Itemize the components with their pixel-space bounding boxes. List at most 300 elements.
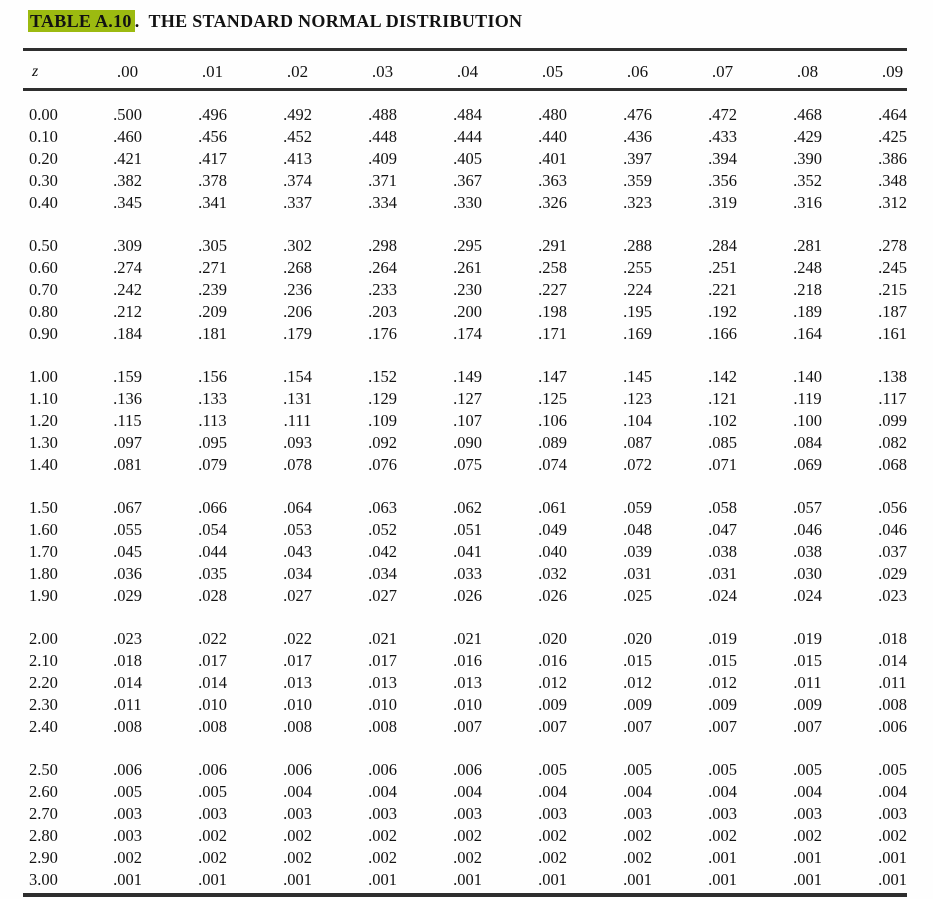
probability-cell: .464 xyxy=(878,105,907,124)
probability-cell: .093 xyxy=(283,433,312,452)
probability-cell: .003 xyxy=(113,826,142,845)
z-value-cell: 0.40 xyxy=(29,193,58,212)
table-row xyxy=(0,279,933,301)
probability-cell: .003 xyxy=(453,804,482,823)
probability-cell: .046 xyxy=(878,520,907,539)
probability-cell: .496 xyxy=(198,105,227,124)
probability-cell: .034 xyxy=(368,564,397,583)
probability-cell: .010 xyxy=(283,695,312,714)
table-body xyxy=(0,104,933,891)
probability-cell: .460 xyxy=(113,127,142,146)
probability-cell: .248 xyxy=(793,258,822,277)
probability-cell: .119 xyxy=(793,389,822,408)
column-header: .03 xyxy=(371,62,394,81)
probability-cell: .008 xyxy=(113,717,142,736)
probability-cell: .075 xyxy=(453,455,482,474)
probability-cell: .087 xyxy=(623,433,652,452)
probability-cell: .206 xyxy=(283,302,312,321)
column-header: .06 xyxy=(626,62,649,81)
probability-cell: .001 xyxy=(198,870,227,889)
probability-cell: .020 xyxy=(623,629,652,648)
table-row xyxy=(0,126,933,148)
probability-cell: .048 xyxy=(623,520,652,539)
probability-cell: .027 xyxy=(368,586,397,605)
probability-cell: .230 xyxy=(453,280,482,299)
table-title xyxy=(0,0,933,33)
probability-cell: .488 xyxy=(368,105,397,124)
table-row xyxy=(0,301,933,323)
probability-cell: .295 xyxy=(453,236,482,255)
probability-cell: .161 xyxy=(878,324,907,343)
probability-cell: .002 xyxy=(368,848,397,867)
probability-cell: .337 xyxy=(283,193,312,212)
row-block xyxy=(0,497,933,607)
probability-cell: .012 xyxy=(538,673,567,692)
probability-cell: .031 xyxy=(623,564,652,583)
probability-cell: .401 xyxy=(538,149,567,168)
probability-cell: .008 xyxy=(368,717,397,736)
probability-cell: .164 xyxy=(793,324,822,343)
probability-cell: .089 xyxy=(538,433,567,452)
probability-cell: .072 xyxy=(623,455,652,474)
probability-cell: .006 xyxy=(878,717,907,736)
probability-cell: .359 xyxy=(623,171,652,190)
probability-cell: .011 xyxy=(878,673,907,692)
probability-cell: .004 xyxy=(793,782,822,801)
probability-cell: .251 xyxy=(708,258,737,277)
probability-cell: .002 xyxy=(283,848,312,867)
probability-cell: .142 xyxy=(708,367,737,386)
probability-cell: .046 xyxy=(793,520,822,539)
probability-cell: .278 xyxy=(878,236,907,255)
probability-cell: .002 xyxy=(793,826,822,845)
probability-cell: .218 xyxy=(793,280,822,299)
z-value-cell: 0.30 xyxy=(29,171,58,190)
probability-cell: .215 xyxy=(878,280,907,299)
probability-cell: .016 xyxy=(453,651,482,670)
probability-cell: .009 xyxy=(708,695,737,714)
probability-cell: .291 xyxy=(538,236,567,255)
z-value-cell: 1.40 xyxy=(29,455,58,474)
probability-cell: .063 xyxy=(368,498,397,517)
probability-cell: .382 xyxy=(113,171,142,190)
probability-cell: .002 xyxy=(453,848,482,867)
probability-cell: .011 xyxy=(113,695,142,714)
probability-cell: .127 xyxy=(453,389,482,408)
probability-cell: .023 xyxy=(878,586,907,605)
probability-cell: .312 xyxy=(878,193,907,212)
probability-cell: .055 xyxy=(113,520,142,539)
probability-cell: .039 xyxy=(623,542,652,561)
probability-cell: .002 xyxy=(623,848,652,867)
probability-cell: .014 xyxy=(113,673,142,692)
probability-cell: .028 xyxy=(198,586,227,605)
z-value-cell: 2.70 xyxy=(29,804,58,823)
probability-cell: .129 xyxy=(368,389,397,408)
probability-cell: .480 xyxy=(538,105,567,124)
probability-cell: .035 xyxy=(198,564,227,583)
probability-cell: .413 xyxy=(283,149,312,168)
probability-cell: .006 xyxy=(198,760,227,779)
probability-cell: .227 xyxy=(538,280,567,299)
probability-cell: .004 xyxy=(623,782,652,801)
z-value-cell: 2.90 xyxy=(29,848,58,867)
probability-cell: .005 xyxy=(113,782,142,801)
probability-cell: .159 xyxy=(113,367,142,386)
probability-cell: .288 xyxy=(623,236,652,255)
probability-cell: .181 xyxy=(198,324,227,343)
probability-cell: .140 xyxy=(793,367,822,386)
probability-cell: .006 xyxy=(368,760,397,779)
probability-cell: .022 xyxy=(283,629,312,648)
probability-cell: .010 xyxy=(453,695,482,714)
table-row xyxy=(0,454,933,476)
probability-cell: .200 xyxy=(453,302,482,321)
probability-cell: .005 xyxy=(538,760,567,779)
probability-cell: .001 xyxy=(283,870,312,889)
column-header: .05 xyxy=(541,62,564,81)
probability-cell: .003 xyxy=(283,804,312,823)
probability-cell: .012 xyxy=(708,673,737,692)
probability-cell: .154 xyxy=(283,367,312,386)
probability-cell: .004 xyxy=(283,782,312,801)
probability-cell: .008 xyxy=(878,695,907,714)
probability-cell: .099 xyxy=(878,411,907,430)
table-label-highlight: TABLE A.10 xyxy=(28,10,135,32)
probability-cell: .444 xyxy=(453,127,482,146)
table-row xyxy=(0,410,933,432)
table-heading: THE STANDARD NORMAL DISTRIBUTION xyxy=(148,11,523,31)
probability-cell: .043 xyxy=(283,542,312,561)
table-row xyxy=(0,388,933,410)
probability-cell: .020 xyxy=(538,629,567,648)
probability-cell: .007 xyxy=(538,717,567,736)
probability-cell: .030 xyxy=(793,564,822,583)
probability-cell: .001 xyxy=(538,870,567,889)
z-value-cell: 2.30 xyxy=(29,695,58,714)
z-value-cell: 3.00 xyxy=(29,870,58,889)
probability-cell: .056 xyxy=(878,498,907,517)
probability-cell: .079 xyxy=(198,455,227,474)
probability-cell: .007 xyxy=(623,717,652,736)
probability-cell: .023 xyxy=(113,629,142,648)
probability-cell: .233 xyxy=(368,280,397,299)
top-rule xyxy=(23,48,907,51)
probability-cell: .002 xyxy=(878,826,907,845)
probability-cell: .024 xyxy=(793,586,822,605)
probability-cell: .386 xyxy=(878,149,907,168)
probability-cell: .371 xyxy=(368,171,397,190)
column-header: .01 xyxy=(201,62,224,81)
probability-cell: .107 xyxy=(453,411,482,430)
probability-cell: .136 xyxy=(113,389,142,408)
probability-cell: .006 xyxy=(283,760,312,779)
probability-cell: .274 xyxy=(113,258,142,277)
probability-cell: .363 xyxy=(538,171,567,190)
row-block xyxy=(0,104,933,214)
probability-cell: .082 xyxy=(878,433,907,452)
z-value-cell: 1.00 xyxy=(29,367,58,386)
probability-cell: .018 xyxy=(113,651,142,670)
probability-cell: .037 xyxy=(878,542,907,561)
z-value-cell: 0.50 xyxy=(29,236,58,255)
probability-cell: .356 xyxy=(708,171,737,190)
probability-cell: .045 xyxy=(113,542,142,561)
probability-cell: .032 xyxy=(538,564,567,583)
probability-cell: .002 xyxy=(538,848,567,867)
z-value-cell: 1.70 xyxy=(29,542,58,561)
probability-cell: .058 xyxy=(708,498,737,517)
probability-cell: .109 xyxy=(368,411,397,430)
table-row xyxy=(0,104,933,126)
probability-cell: .212 xyxy=(113,302,142,321)
probability-cell: .319 xyxy=(708,193,737,212)
probability-cell: .334 xyxy=(368,193,397,212)
probability-cell: .203 xyxy=(368,302,397,321)
probability-cell: .014 xyxy=(878,651,907,670)
probability-cell: .007 xyxy=(793,717,822,736)
probability-cell: .049 xyxy=(538,520,567,539)
probability-cell: .323 xyxy=(623,193,652,212)
table-row xyxy=(0,148,933,170)
probability-cell: .125 xyxy=(538,389,567,408)
z-value-cell: 2.60 xyxy=(29,782,58,801)
z-value-cell: 2.50 xyxy=(29,760,58,779)
probability-cell: .433 xyxy=(708,127,737,146)
row-block xyxy=(0,628,933,738)
probability-cell: .456 xyxy=(198,127,227,146)
probability-cell: .264 xyxy=(368,258,397,277)
probability-cell: .476 xyxy=(623,105,652,124)
z-value-cell: 1.20 xyxy=(29,411,58,430)
table-row xyxy=(0,497,933,519)
probability-cell: .076 xyxy=(368,455,397,474)
probability-cell: .111 xyxy=(283,411,312,430)
probability-cell: .007 xyxy=(708,717,737,736)
row-block xyxy=(0,235,933,345)
probability-cell: .236 xyxy=(283,280,312,299)
probability-cell: .015 xyxy=(708,651,737,670)
probability-cell: .003 xyxy=(793,804,822,823)
probability-cell: .156 xyxy=(198,367,227,386)
probability-cell: .018 xyxy=(878,629,907,648)
probability-cell: .014 xyxy=(198,673,227,692)
probability-cell: .097 xyxy=(113,433,142,452)
table-row xyxy=(0,366,933,388)
probability-cell: .038 xyxy=(708,542,737,561)
table-row xyxy=(0,541,933,563)
probability-cell: .138 xyxy=(878,367,907,386)
table-row xyxy=(0,869,933,891)
probability-cell: .017 xyxy=(368,651,397,670)
probability-cell: .061 xyxy=(538,498,567,517)
table-row xyxy=(0,825,933,847)
probability-cell: .184 xyxy=(113,324,142,343)
probability-cell: .390 xyxy=(793,149,822,168)
probability-cell: .084 xyxy=(793,433,822,452)
probability-cell: .448 xyxy=(368,127,397,146)
probability-cell: .281 xyxy=(793,236,822,255)
probability-cell: .147 xyxy=(538,367,567,386)
header-rule xyxy=(23,88,907,91)
z-value-cell: 2.40 xyxy=(29,717,58,736)
z-value-cell: 0.00 xyxy=(29,105,58,124)
table-row xyxy=(0,432,933,454)
z-value-cell: 1.60 xyxy=(29,520,58,539)
table-row xyxy=(0,672,933,694)
probability-cell: .003 xyxy=(623,804,652,823)
probability-cell: .171 xyxy=(538,324,567,343)
probability-cell: .044 xyxy=(198,542,227,561)
z-value-cell: 0.70 xyxy=(29,280,58,299)
probability-cell: .054 xyxy=(198,520,227,539)
probability-cell: .041 xyxy=(453,542,482,561)
probability-cell: .374 xyxy=(283,171,312,190)
probability-cell: .001 xyxy=(793,870,822,889)
z-value-cell: 2.80 xyxy=(29,826,58,845)
probability-cell: .074 xyxy=(538,455,567,474)
column-header: .02 xyxy=(286,62,309,81)
z-value-cell: 0.20 xyxy=(29,149,58,168)
column-header: .09 xyxy=(881,62,904,81)
table-row xyxy=(0,235,933,257)
probability-cell: .013 xyxy=(368,673,397,692)
probability-cell: .019 xyxy=(708,629,737,648)
table-label-period: . xyxy=(134,11,140,31)
probability-cell: .015 xyxy=(793,651,822,670)
probability-cell: .001 xyxy=(793,848,822,867)
probability-cell: .042 xyxy=(368,542,397,561)
probability-cell: .013 xyxy=(453,673,482,692)
probability-cell: .149 xyxy=(453,367,482,386)
probability-cell: .067 xyxy=(113,498,142,517)
row-block xyxy=(0,366,933,476)
probability-cell: .001 xyxy=(878,870,907,889)
probability-cell: .330 xyxy=(453,193,482,212)
column-header: .07 xyxy=(711,62,734,81)
probability-cell: .002 xyxy=(453,826,482,845)
probability-cell: .452 xyxy=(283,127,312,146)
table-row xyxy=(0,847,933,869)
probability-cell: .174 xyxy=(453,324,482,343)
table-row xyxy=(0,759,933,781)
probability-cell: .004 xyxy=(538,782,567,801)
probability-cell: .192 xyxy=(708,302,737,321)
table-row xyxy=(0,563,933,585)
probability-cell: .397 xyxy=(623,149,652,168)
probability-cell: .002 xyxy=(283,826,312,845)
probability-cell: .302 xyxy=(283,236,312,255)
z-value-cell: 1.10 xyxy=(29,389,58,408)
probability-cell: .005 xyxy=(198,782,227,801)
probability-cell: .027 xyxy=(283,586,312,605)
probability-cell: .006 xyxy=(453,760,482,779)
probability-cell: .010 xyxy=(198,695,227,714)
probability-cell: .258 xyxy=(538,258,567,277)
probability-cell: .500 xyxy=(113,105,142,124)
column-header: .08 xyxy=(796,62,819,81)
probability-cell: .255 xyxy=(623,258,652,277)
probability-cell: .009 xyxy=(538,695,567,714)
table-row xyxy=(0,585,933,607)
probability-cell: .176 xyxy=(368,324,397,343)
column-header: .00 xyxy=(116,62,139,81)
probability-cell: .002 xyxy=(708,826,737,845)
probability-cell: .417 xyxy=(198,149,227,168)
probability-cell: .152 xyxy=(368,367,397,386)
probability-cell: .345 xyxy=(113,193,142,212)
probability-cell: .002 xyxy=(368,826,397,845)
probability-cell: .026 xyxy=(453,586,482,605)
probability-cell: .004 xyxy=(878,782,907,801)
probability-cell: .013 xyxy=(283,673,312,692)
probability-cell: .261 xyxy=(453,258,482,277)
probability-cell: .100 xyxy=(793,411,822,430)
probability-cell: .166 xyxy=(708,324,737,343)
probability-cell: .024 xyxy=(708,586,737,605)
probability-cell: .095 xyxy=(198,433,227,452)
probability-cell: .009 xyxy=(623,695,652,714)
probability-cell: .005 xyxy=(878,760,907,779)
probability-cell: .031 xyxy=(708,564,737,583)
probability-cell: .002 xyxy=(198,848,227,867)
probability-cell: .195 xyxy=(623,302,652,321)
probability-cell: .090 xyxy=(453,433,482,452)
z-value-cell: 0.10 xyxy=(29,127,58,146)
table-row xyxy=(0,192,933,214)
probability-cell: .008 xyxy=(198,717,227,736)
probability-cell: .268 xyxy=(283,258,312,277)
probability-cell: .326 xyxy=(538,193,567,212)
probability-cell: .239 xyxy=(198,280,227,299)
table-row xyxy=(0,781,933,803)
table-row xyxy=(0,694,933,716)
z-value-cell: 0.80 xyxy=(29,302,58,321)
table-header-row xyxy=(0,61,933,83)
probability-cell: .001 xyxy=(708,848,737,867)
table-row xyxy=(0,170,933,192)
probability-cell: .002 xyxy=(623,826,652,845)
probability-cell: .003 xyxy=(538,804,567,823)
probability-cell: .092 xyxy=(368,433,397,452)
probability-cell: .001 xyxy=(113,870,142,889)
probability-cell: .187 xyxy=(878,302,907,321)
probability-cell: .003 xyxy=(878,804,907,823)
probability-cell: .106 xyxy=(538,411,567,430)
probability-cell: .102 xyxy=(708,411,737,430)
probability-cell: .009 xyxy=(793,695,822,714)
probability-cell: .409 xyxy=(368,149,397,168)
probability-cell: .348 xyxy=(878,171,907,190)
table-row xyxy=(0,803,933,825)
probability-cell: .468 xyxy=(793,105,822,124)
probability-cell: .040 xyxy=(538,542,567,561)
z-value-cell: 1.30 xyxy=(29,433,58,452)
z-value-cell: 2.00 xyxy=(29,629,58,648)
probability-cell: .011 xyxy=(793,673,822,692)
probability-cell: .033 xyxy=(453,564,482,583)
table-row xyxy=(0,628,933,650)
probability-cell: .069 xyxy=(793,455,822,474)
probability-cell: .421 xyxy=(113,149,142,168)
probability-cell: .352 xyxy=(793,171,822,190)
probability-cell: .081 xyxy=(113,455,142,474)
probability-cell: .305 xyxy=(198,236,227,255)
probability-cell: .001 xyxy=(453,870,482,889)
probability-cell: .209 xyxy=(198,302,227,321)
probability-cell: .242 xyxy=(113,280,142,299)
probability-cell: .198 xyxy=(538,302,567,321)
